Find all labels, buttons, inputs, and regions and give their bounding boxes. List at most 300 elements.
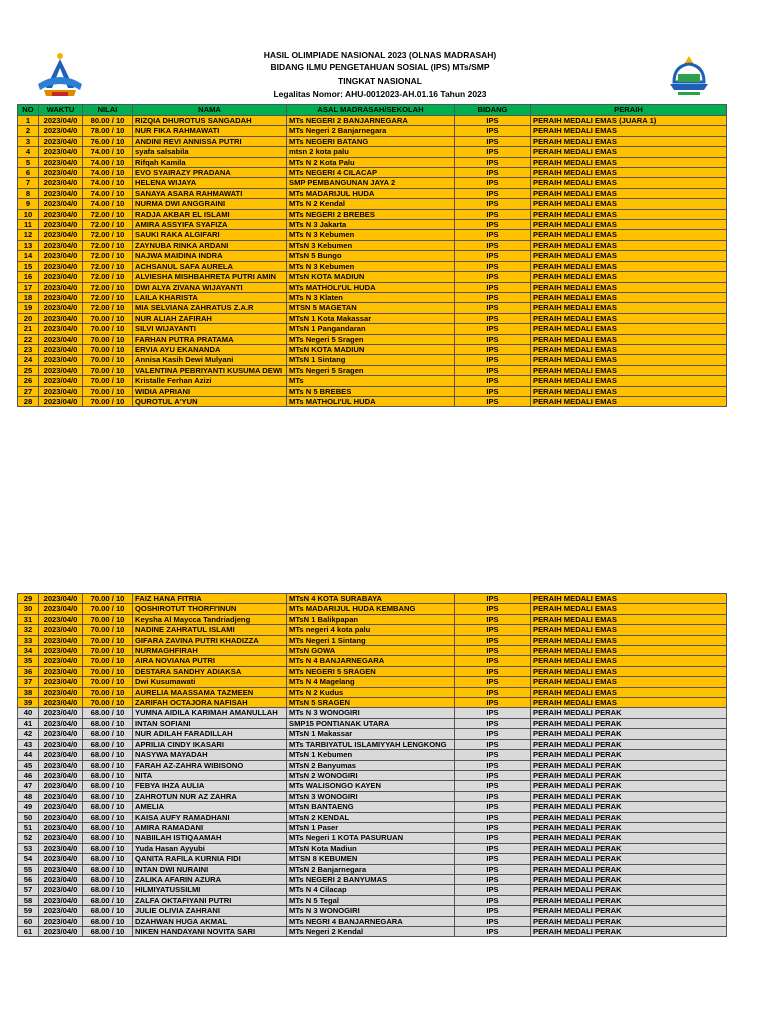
cell-no: 16 (18, 272, 39, 282)
cell-peraih: PERAIH MEDALI EMAS (531, 209, 727, 219)
cell-no: 20 (18, 313, 39, 323)
cell-waktu: 2023/04/0 (39, 396, 83, 406)
cell-nilai: 68.00 / 10 (83, 750, 133, 760)
cell-asal: MTs N 4 Cilacap (287, 885, 455, 895)
cell-no: 2 (18, 126, 39, 136)
cell-peraih: PERAIH MEDALI PERAK (531, 864, 727, 874)
cell-no: 28 (18, 396, 39, 406)
cell-nilai: 70.00 / 10 (83, 698, 133, 708)
cell-nama: Dwi Kusumawati (133, 677, 287, 687)
cell-nilai: 78.00 / 10 (83, 126, 133, 136)
cell-waktu: 2023/04/0 (39, 729, 83, 739)
cell-no: 1 (18, 116, 39, 126)
cell-bidang: IPS (455, 885, 531, 895)
cell-peraih: PERAIH MEDALI PERAK (531, 822, 727, 832)
cell-peraih: PERAIH MEDALI EMAS (531, 220, 727, 230)
table-row (18, 927, 727, 937)
cell-bidang: IPS (455, 854, 531, 864)
cell-asal: MTsN BANTAENG (287, 802, 455, 812)
table-row (18, 199, 727, 209)
cell-bidang: IPS (455, 906, 531, 916)
cell-nama: ERVIA AYU EKANANDA (133, 344, 287, 354)
cell-nama: NURMAGHFIRAH (133, 646, 287, 656)
cell-no: 58 (18, 895, 39, 905)
cell-nilai: 72.00 / 10 (83, 261, 133, 271)
cell-waktu: 2023/04/0 (39, 230, 83, 240)
cell-asal: MTsN 1 Paser (287, 822, 455, 832)
table-row (18, 386, 727, 396)
cell-peraih: PERAIH MEDALI EMAS (531, 386, 727, 396)
cell-no: 33 (18, 635, 39, 645)
table-row (18, 812, 727, 822)
cell-nilai: 68.00 / 10 (83, 927, 133, 937)
cell-bidang: IPS (455, 770, 531, 780)
cell-no: 11 (18, 220, 39, 230)
cell-nilai: 76.00 / 10 (83, 136, 133, 146)
cell-nama: RIZQIA DHUROTUS SANGADAH (133, 116, 287, 126)
cell-nama: AMIRA ASSYIFA SYAFIZA (133, 220, 287, 230)
table-row (18, 147, 727, 157)
cell-nama: SAUKI RAKA ALGIFARI (133, 230, 287, 240)
cell-bidang: IPS (455, 666, 531, 676)
cell-asal: MTsN KOTA MADIUN (287, 272, 455, 282)
cell-asal: MTs MATHOLI'UL HUDA (287, 396, 455, 406)
cell-nama: NITA (133, 770, 287, 780)
table-row (18, 708, 727, 718)
cell-nilai: 72.00 / 10 (83, 272, 133, 282)
cell-waktu: 2023/04/0 (39, 812, 83, 822)
cell-peraih: PERAIH MEDALI EMAS (531, 313, 727, 323)
cell-nilai: 68.00 / 10 (83, 770, 133, 780)
cell-nama: HELENA WIJAYA (133, 178, 287, 188)
cell-nilai: 68.00 / 10 (83, 833, 133, 843)
cell-bidang: IPS (455, 625, 531, 635)
cell-asal: MTs N 3 Jakarta (287, 220, 455, 230)
cell-waktu: 2023/04/0 (39, 698, 83, 708)
cell-nama: FARAH AZ-ZAHRA WIBISONO (133, 760, 287, 770)
cell-nama: Yuda Hasan Ayyubi (133, 843, 287, 853)
table-row (18, 365, 727, 375)
table-row (18, 313, 727, 323)
cell-peraih: PERAIH MEDALI EMAS (531, 698, 727, 708)
cell-waktu: 2023/04/0 (39, 781, 83, 791)
cell-bidang: IPS (455, 864, 531, 874)
cell-nama: EVO SYAIRAZY PRADANA (133, 168, 287, 178)
cell-nilai: 68.00 / 10 (83, 885, 133, 895)
cell-peraih: PERAIH MEDALI PERAK (531, 770, 727, 780)
cell-nilai: 70.00 / 10 (83, 646, 133, 656)
table-row (18, 895, 727, 905)
cell-waktu: 2023/04/0 (39, 126, 83, 136)
cell-nilai: 74.00 / 10 (83, 188, 133, 198)
cell-asal: MTs N 5 Tegal (287, 895, 455, 905)
cell-nama: AMIRA RAMADANI (133, 822, 287, 832)
cell-nama: ZALFA OKTAFIYANI PUTRI (133, 895, 287, 905)
cell-bidang: IPS (455, 240, 531, 250)
header-nama: NAMA (133, 105, 287, 116)
cell-asal: MTs TARBIYATUL ISLAMIYYAH LENGKONG (287, 739, 455, 749)
cell-bidang: IPS (455, 365, 531, 375)
cell-asal: MTsN 1 Kota Makassar (287, 313, 455, 323)
cell-waktu: 2023/04/0 (39, 324, 83, 334)
cell-no: 61 (18, 927, 39, 937)
cell-nilai: 72.00 / 10 (83, 282, 133, 292)
cell-waktu: 2023/04/0 (39, 885, 83, 895)
cell-waktu: 2023/04/0 (39, 188, 83, 198)
cell-asal: MTs MATHOLI'UL HUDA (287, 282, 455, 292)
cell-no: 14 (18, 251, 39, 261)
cell-no: 34 (18, 646, 39, 656)
cell-nilai: 74.00 / 10 (83, 168, 133, 178)
cell-waktu: 2023/04/0 (39, 687, 83, 697)
cell-bidang: IPS (455, 739, 531, 749)
cell-nilai: 70.00 / 10 (83, 365, 133, 375)
cell-no: 15 (18, 261, 39, 271)
cell-asal: MTs NEGERI 5 SRAGEN (287, 666, 455, 676)
cell-peraih: PERAIH MEDALI EMAS (531, 687, 727, 697)
cell-nama: YUMNA AIDILA KARIMAH AMANULLAH (133, 708, 287, 718)
cell-bidang: IPS (455, 157, 531, 167)
cell-no: 13 (18, 240, 39, 250)
cell-waktu: 2023/04/0 (39, 376, 83, 386)
cell-peraih: PERAIH MEDALI PERAK (531, 718, 727, 728)
cell-asal: MTs N 4 Magelang (287, 677, 455, 687)
cell-peraih: PERAIH MEDALI EMAS (531, 261, 727, 271)
cell-asal: MTsN 2 Banyumas (287, 760, 455, 770)
cell-nilai: 70.00 / 10 (83, 376, 133, 386)
cell-waktu: 2023/04/0 (39, 355, 83, 365)
cell-nama: HILMIYATUSSILMI (133, 885, 287, 895)
cell-waktu: 2023/04/0 (39, 708, 83, 718)
cell-waktu: 2023/04/0 (39, 594, 83, 604)
table-row (18, 396, 727, 406)
table-row (18, 625, 727, 635)
cell-no: 39 (18, 698, 39, 708)
cell-waktu: 2023/04/0 (39, 656, 83, 666)
table-row (18, 802, 727, 812)
cell-peraih: PERAIH MEDALI EMAS (531, 666, 727, 676)
cell-nilai: 70.00 / 10 (83, 355, 133, 365)
cell-peraih: PERAIH MEDALI EMAS (531, 303, 727, 313)
cell-asal: MTSN 5 MAGETAN (287, 303, 455, 313)
cell-nilai: 74.00 / 10 (83, 157, 133, 167)
cell-nilai: 70.00 / 10 (83, 635, 133, 645)
table-row (18, 116, 727, 126)
cell-nilai: 70.00 / 10 (83, 344, 133, 354)
cell-bidang: IPS (455, 927, 531, 937)
cell-waktu: 2023/04/0 (39, 895, 83, 905)
cell-bidang: IPS (455, 199, 531, 209)
table-row (18, 916, 727, 926)
cell-asal: MTs NEGERI 2 BREBES (287, 209, 455, 219)
cell-bidang: IPS (455, 147, 531, 157)
cell-nama: FEBYA IHZA AULIA (133, 781, 287, 791)
cell-bidang: IPS (455, 635, 531, 645)
cell-nilai: 68.00 / 10 (83, 854, 133, 864)
cell-peraih: PERAIH MEDALI PERAK (531, 895, 727, 905)
cell-waktu: 2023/04/0 (39, 168, 83, 178)
cell-nama: NURMA DWI ANGGRAINI (133, 199, 287, 209)
title-line-3: TINGKAT NASIONAL (338, 76, 422, 86)
cell-nilai: 68.00 / 10 (83, 843, 133, 853)
cell-nama: DWI ALYA ZIVANA WIJAYANTI (133, 282, 287, 292)
cell-peraih: PERAIH MEDALI EMAS (531, 376, 727, 386)
table-row (18, 230, 727, 240)
cell-asal: MTsN 3 Kebumen (287, 240, 455, 250)
cell-no: 45 (18, 760, 39, 770)
cell-nilai: 70.00 / 10 (83, 656, 133, 666)
cell-asal: MTSN 8 KEBUMEN (287, 854, 455, 864)
table-row (18, 594, 727, 604)
cell-peraih: PERAIH MEDALI EMAS (JUARA 1) (531, 116, 727, 126)
cell-nilai: 72.00 / 10 (83, 251, 133, 261)
cell-waktu: 2023/04/0 (39, 646, 83, 656)
cell-nama: NUR ADILAH FARADILLAH (133, 729, 287, 739)
cell-asal: MTs N 2 Kota Palu (287, 157, 455, 167)
cell-no: 41 (18, 718, 39, 728)
table-row (18, 188, 727, 198)
cell-waktu: 2023/04/0 (39, 272, 83, 282)
cell-nilai: 74.00 / 10 (83, 147, 133, 157)
cell-nilai: 72.00 / 10 (83, 209, 133, 219)
cell-bidang: IPS (455, 843, 531, 853)
cell-peraih: PERAIH MEDALI EMAS (531, 635, 727, 645)
cell-nama: INTAN SOFIANI (133, 718, 287, 728)
results-table-page-2 (17, 593, 727, 937)
cell-asal: SMP PEMBANGUNAN JAYA 2 (287, 178, 455, 188)
cell-nilai: 74.00 / 10 (83, 178, 133, 188)
cell-nama: ANDINI REVI ANNISSA PUTRI (133, 136, 287, 146)
cell-nilai: 68.00 / 10 (83, 708, 133, 718)
cell-peraih: PERAIH MEDALI EMAS (531, 646, 727, 656)
cell-no: 9 (18, 199, 39, 209)
cell-no: 12 (18, 230, 39, 240)
table-row (18, 854, 727, 864)
table-row (18, 168, 727, 178)
cell-bidang: IPS (455, 802, 531, 812)
cell-peraih: PERAIH MEDALI EMAS (531, 625, 727, 635)
cell-waktu: 2023/04/0 (39, 791, 83, 801)
cell-nilai: 70.00 / 10 (83, 625, 133, 635)
cell-waktu: 2023/04/0 (39, 718, 83, 728)
cell-nilai: 68.00 / 10 (83, 781, 133, 791)
cell-nama: INTAN DWI NURAINI (133, 864, 287, 874)
cell-no: 31 (18, 614, 39, 624)
cell-waktu: 2023/04/0 (39, 282, 83, 292)
cell-no: 40 (18, 708, 39, 718)
cell-peraih: PERAIH MEDALI EMAS (531, 230, 727, 240)
cell-nama: RADJA AKBAR EL ISLAMI (133, 209, 287, 219)
cell-nama: ACHSANUL SAFA AURELA (133, 261, 287, 271)
cell-nama: QUROTUL A'YUN (133, 396, 287, 406)
cell-asal: MTsN Kota Madiun (287, 843, 455, 853)
cell-no: 22 (18, 334, 39, 344)
cell-nilai: 68.00 / 10 (83, 906, 133, 916)
cell-bidang: IPS (455, 812, 531, 822)
cell-nilai: 70.00 / 10 (83, 396, 133, 406)
cell-nilai: 72.00 / 10 (83, 292, 133, 302)
table-row (18, 687, 727, 697)
cell-nilai: 72.00 / 10 (83, 230, 133, 240)
cell-nilai: 70.00 / 10 (83, 386, 133, 396)
cell-waktu: 2023/04/0 (39, 750, 83, 760)
header-no: NO (18, 105, 39, 116)
cell-nama: GIFARA ZAVINA PUTRI KHADIZZA (133, 635, 287, 645)
cell-waktu: 2023/04/0 (39, 625, 83, 635)
cell-asal: MTsN KOTA MADIUN (287, 344, 455, 354)
cell-bidang: IPS (455, 698, 531, 708)
cell-waktu: 2023/04/0 (39, 147, 83, 157)
cell-no: 52 (18, 833, 39, 843)
cell-peraih: PERAIH MEDALI EMAS (531, 240, 727, 250)
cell-bidang: IPS (455, 178, 531, 188)
cell-peraih: PERAIH MEDALI EMAS (531, 396, 727, 406)
cell-bidang: IPS (455, 251, 531, 261)
cell-peraih: PERAIH MEDALI EMAS (531, 168, 727, 178)
cell-nama: NIKEN HANDAYANI NOVITA SARI (133, 927, 287, 937)
cell-nilai: 70.00 / 10 (83, 334, 133, 344)
cell-asal: SMP15 PONTIANAK UTARA (287, 718, 455, 728)
results-table-page-1 (17, 104, 727, 407)
cell-peraih: PERAIH MEDALI PERAK (531, 885, 727, 895)
cell-waktu: 2023/04/0 (39, 833, 83, 843)
cell-waktu: 2023/04/0 (39, 251, 83, 261)
cell-waktu: 2023/04/0 (39, 843, 83, 853)
cell-peraih: PERAIH MEDALI EMAS (531, 594, 727, 604)
cell-nilai: 70.00 / 10 (83, 677, 133, 687)
cell-peraih: PERAIH MEDALI PERAK (531, 843, 727, 853)
cell-asal: MTs NEGERI 4 CILACAP (287, 168, 455, 178)
table-row (18, 324, 727, 334)
cell-bidang: IPS (455, 220, 531, 230)
cell-bidang: IPS (455, 303, 531, 313)
cell-nilai: 68.00 / 10 (83, 729, 133, 739)
cell-bidang: IPS (455, 261, 531, 271)
cell-nama: NASYWA MAYADAH (133, 750, 287, 760)
table-row (18, 157, 727, 167)
cell-waktu: 2023/04/0 (39, 178, 83, 188)
table-row (18, 646, 727, 656)
cell-bidang: IPS (455, 209, 531, 219)
table-row (18, 729, 727, 739)
cell-nama: ZAYNUBA RINKA ARDANI (133, 240, 287, 250)
cell-asal: MTsN 1 Pangandaran (287, 324, 455, 334)
cell-no: 38 (18, 687, 39, 697)
table-row (18, 739, 727, 749)
cell-bidang: IPS (455, 292, 531, 302)
cell-asal: mtsn 2 kota palu (287, 147, 455, 157)
table-row (18, 334, 727, 344)
cell-asal: MTsN 2 KENDAL (287, 812, 455, 822)
cell-waktu: 2023/04/0 (39, 240, 83, 250)
legal-number: Legalitas Nomor: AHU-0012023-AH.01.16 Tahun 2023 (273, 89, 487, 99)
cell-waktu: 2023/04/0 (39, 303, 83, 313)
cell-asal: MTs NEGERI BATANG (287, 136, 455, 146)
cell-asal: MTs Negeri 1 KOTA PASURUAN (287, 833, 455, 843)
title-line-1: HASIL OLIMPIADE NASIONAL 2023 (OLNAS MADRASAH) (263, 50, 497, 60)
cell-bidang: IPS (455, 313, 531, 323)
cell-peraih: PERAIH MEDALI PERAK (531, 739, 727, 749)
cell-asal: MTsN 5 Bungo (287, 251, 455, 261)
cell-waktu: 2023/04/0 (39, 157, 83, 167)
cell-peraih: PERAIH MEDALI PERAK (531, 791, 727, 801)
cell-no: 6 (18, 168, 39, 178)
cell-asal: MTs NEGERI 2 BANJARNEGARA (287, 116, 455, 126)
table-row (18, 885, 727, 895)
ministry-emblem-icon (664, 52, 714, 98)
cell-bidang: IPS (455, 718, 531, 728)
cell-nilai: 72.00 / 10 (83, 240, 133, 250)
cell-waktu: 2023/04/0 (39, 604, 83, 614)
table-row (18, 272, 727, 282)
cell-waktu: 2023/04/0 (39, 739, 83, 749)
table-row (18, 220, 727, 230)
cell-no: 26 (18, 376, 39, 386)
cell-waktu: 2023/04/0 (39, 760, 83, 770)
cell-asal: MTs MADARIJUL HUDA KEMBANG (287, 604, 455, 614)
cell-bidang: IPS (455, 376, 531, 386)
cell-asal: MTs negeri 4 kota palu (287, 625, 455, 635)
table-row (18, 677, 727, 687)
cell-asal: MTsN 4 KOTA SURABAYA (287, 594, 455, 604)
cell-asal: MTs Negeri 2 Kendal (287, 927, 455, 937)
cell-bidang: IPS (455, 116, 531, 126)
title-line-2: BIDANG ILMU PENGETAHUAN SOSIAL (IPS) MTs/SMP (270, 62, 490, 72)
cell-asal: MTsN 5 SRAGEN (287, 698, 455, 708)
table-row (18, 604, 727, 614)
cell-bidang: IPS (455, 168, 531, 178)
cell-nilai: 80.00 / 10 (83, 116, 133, 126)
cell-bidang: IPS (455, 230, 531, 240)
cell-asal: MTs Negeri 1 Sintang (287, 635, 455, 645)
cell-nilai: 70.00 / 10 (83, 313, 133, 323)
cell-nama: NADINE ZAHRATUL ISLAMI (133, 625, 287, 635)
cell-peraih: PERAIH MEDALI EMAS (531, 199, 727, 209)
cell-asal: MTs N 4 BANJARNEGARA (287, 656, 455, 666)
cell-no: 25 (18, 365, 39, 375)
cell-nama: NUR ALIAH ZAFIRAH (133, 313, 287, 323)
header-waktu: WAKTU (39, 105, 83, 116)
table-row (18, 178, 727, 188)
cell-asal: MTsN 1 Kebumen (287, 750, 455, 760)
cell-waktu: 2023/04/0 (39, 220, 83, 230)
cell-nama: QOSHIROTUT THORFI'INUN (133, 604, 287, 614)
cell-no: 57 (18, 885, 39, 895)
cell-waktu: 2023/04/0 (39, 116, 83, 126)
cell-peraih: PERAIH MEDALI EMAS (531, 604, 727, 614)
cell-nilai: 72.00 / 10 (83, 303, 133, 313)
cell-waktu: 2023/04/0 (39, 334, 83, 344)
cell-no: 47 (18, 781, 39, 791)
cell-nama: ZARIFAH OCTAJORA NAFISAH (133, 698, 287, 708)
cell-bidang: IPS (455, 282, 531, 292)
cell-bidang: IPS (455, 355, 531, 365)
cell-waktu: 2023/04/0 (39, 864, 83, 874)
cell-nama: Annisa Kasih Dewi Mulyani (133, 355, 287, 365)
cell-bidang: IPS (455, 833, 531, 843)
cell-asal: MTs (287, 376, 455, 386)
cell-peraih: PERAIH MEDALI EMAS (531, 147, 727, 157)
cell-peraih: PERAIH MEDALI PERAK (531, 812, 727, 822)
cell-asal: MTs MADARIJUL HUDA (287, 188, 455, 198)
cell-nilai: 68.00 / 10 (83, 812, 133, 822)
cell-nama: syafa salsabila (133, 147, 287, 157)
cell-nama: ZALIKA AFARIN AZURA (133, 874, 287, 884)
table-row (18, 614, 727, 624)
table-row (18, 770, 727, 780)
cell-waktu: 2023/04/0 (39, 906, 83, 916)
table-row (18, 906, 727, 916)
